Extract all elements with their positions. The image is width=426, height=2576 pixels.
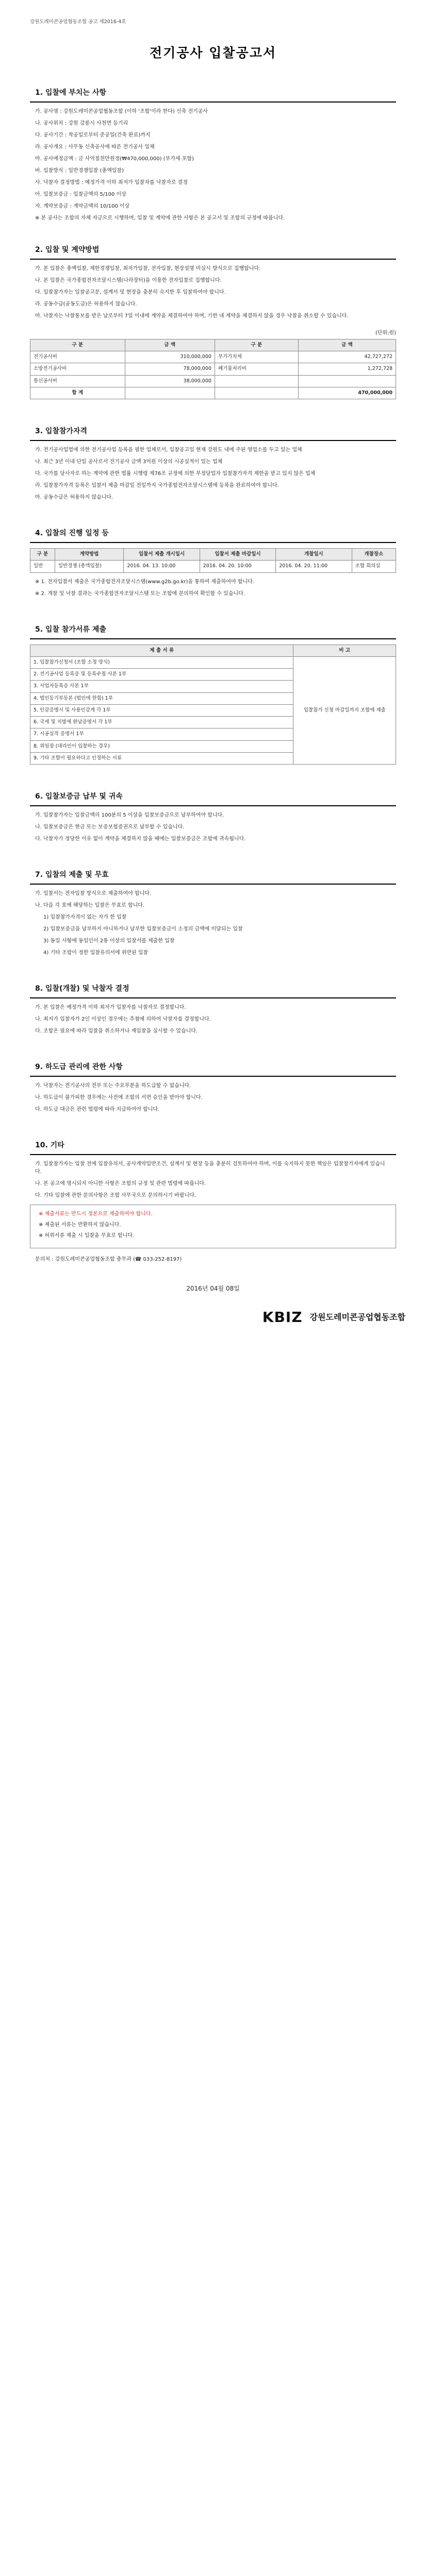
section-5-title: 5. 입찰 참가서류 제출: [30, 622, 396, 639]
table-cell: 1. 입찰참가신청서 (조합 소정 양식): [30, 656, 293, 668]
table-row: [30, 656, 396, 668]
table-header: 개찰일시: [276, 549, 352, 561]
s10-item: 나. 본 공고에 명시되지 아니한 사항은 조합의 규정 및 관련 법령에 따릅니다.: [35, 1181, 206, 1187]
table-cell: 일반: [30, 561, 55, 572]
footer-signature: [0, 1307, 426, 1328]
table-cell: 5. 인감증명서 및 사용인감계 각 1부: [30, 704, 293, 716]
table-header: 제 출 서 류: [30, 645, 293, 656]
section-8: [30, 981, 396, 1035]
contact-line: 문의처 : 강원도레미콘공업협동조합 총무과 (☎ 033-252-8197): [35, 1257, 182, 1262]
section-8-title: 8. 입찰(개찰) 및 낙찰자 결정: [30, 981, 396, 998]
table-header: 구 분: [30, 549, 55, 561]
s2-item: 다. 입찰참가자는 입찰공고문, 설계서 및 현장을 충분히 숙지한 후 입찰하여야 합니다.: [35, 289, 226, 295]
table-header: 입찰서 제출 마감일시: [200, 549, 275, 561]
table-row: [30, 561, 396, 572]
notice-line: ※ 제출된 서류는 반환하지 않습니다.: [39, 1222, 121, 1228]
s3-item: 라. 입찰참가자격 등록은 입찰서 제출 마감일 전일까지 국가종합전자조달시스템에 등록을 완료하여야 합니다.: [35, 483, 279, 488]
table-cell: 6. 국세 및 지방세 완납증명서 각 1부: [30, 717, 293, 728]
table-header: 금 액: [298, 339, 396, 351]
s1-item: 사. 낙찰자 결정방법 : 예정가격 이하 최저가 입찰자를 낙찰자로 결정: [35, 179, 188, 185]
header: [0, 0, 426, 26]
table-cell: 2016. 04. 20. 10:00: [200, 561, 275, 572]
table-unit: (단위:원): [375, 330, 396, 336]
section-2: [30, 243, 396, 399]
s1-item: 마. 공사예정금액 : 금 사억칠천만원정(₩470,000,000) (부가세 포함): [35, 156, 194, 162]
table-cell: 42,727,272: [298, 351, 396, 363]
section-7: [30, 868, 396, 957]
table-cell: 일반경쟁 (총액입찰): [55, 561, 124, 572]
section-1-title: 1. 입찰에 부치는 사항: [30, 86, 396, 103]
section-4-title: 4. 입찰의 진행 일정 등: [30, 526, 396, 543]
table-cell: 2. 전기공사업 등록증 및 등록수첩 사본 1부: [30, 669, 293, 681]
section-1: [30, 86, 396, 222]
table-cell: 78,000,000: [125, 363, 215, 375]
section-9-title: 9. 하도급 관리에 관한 사항: [30, 1060, 396, 1077]
s7-item: 가. 입찰서는 전자입찰 방식으로 제출하여야 합니다.: [35, 891, 152, 896]
table-cell: 310,000,000: [125, 351, 215, 363]
documents-table: [30, 645, 396, 765]
s9-item: 다. 하도급 대금은 관련 법령에 따라 지급하여야 합니다.: [35, 1107, 160, 1112]
s7-item: 2) 입찰보증금을 납부하지 아니하거나 납부한 입찰보증금이 소정의 금액에 미달되는 입찰: [43, 926, 243, 932]
table-cell: 폐기물처리비: [215, 363, 298, 375]
table-cell: 2016. 04. 20. 11:00: [276, 561, 352, 572]
kbiz-logo: KBIZ: [262, 1309, 303, 1326]
announcement-date: 2016년 04월 08일: [186, 1285, 240, 1292]
table-cell: 8. 위임장 (대리인이 입찰하는 경우): [30, 740, 293, 752]
s4-note: ※ 2. 개찰 및 낙찰 결과는 국가종합전자조달시스템 또는 조합에 문의하여 확인할 수 있습니다.: [35, 590, 245, 597]
table-cell: 합 계: [30, 387, 125, 399]
table-cell: 부가가치세: [215, 351, 298, 363]
section-2-title: 2. 입찰 및 계약방법: [30, 243, 396, 260]
s6-item: 나. 입찰보증금은 현금 또는 보증보험증권으로 납부할 수 있습니다.: [35, 824, 185, 830]
table-header: 구 분: [30, 339, 125, 351]
s3-item: 마. 공동수급은 허용하지 않습니다.: [35, 495, 113, 500]
s7-item: 1) 입찰참가자격이 없는 자가 한 입찰: [43, 914, 127, 920]
section-3-title: 3. 입찰참가자격: [30, 424, 396, 441]
table-header: 계약방법: [55, 549, 124, 561]
section-4: [30, 526, 396, 598]
s2-item: 가. 본 입찰은 총액입찰, 제한경쟁입찰, 최저가입찰, 전자입찰, 현장설명 미실시 방식으로 집행합니다.: [35, 265, 261, 272]
s7-item: 나. 다음 각 호에 해당하는 입찰은 무효로 합니다.: [35, 903, 145, 908]
table-cell: [125, 387, 215, 399]
s1-note: ※ 본 공사는 조합의 자체 자금으로 시행하며, 입찰 및 계약에 관한 사항은 본 공고서 및 조합의 규정에 따릅니다.: [35, 215, 285, 221]
section-10: [30, 1138, 396, 1263]
notice-line: ※ 허위서류 제출 시 입찰을 무효로 합니다.: [39, 1233, 135, 1239]
s1-item: 아. 입찰보증금 : 입찰금액의 5/100 이상: [35, 191, 126, 197]
table-cell: 9. 기타 조합이 필요하다고 인정하는 서류: [30, 752, 293, 764]
section-7-title: 7. 입찰의 제출 및 무효: [30, 868, 396, 885]
section-5: [30, 622, 396, 765]
table-row: [30, 375, 396, 387]
s1-item: 다. 공사기간 : 착공일로부터 준공일(건축 완료)까지: [35, 132, 151, 138]
s1-item: 가. 공사명 : 강원도레미콘공업협동조합 (이하 '조합'이라 한다) 신축 전기공사: [35, 108, 208, 114]
table-cell: 3. 사업자등록증 사본 1부: [30, 681, 293, 692]
s3-item: 다. 국가를 당사자로 하는 계약에 관한 법률 시행령 제76조 규정에 의한 부정당업자 입찰참가자격 제한을 받고 있지 않은 업체: [35, 471, 316, 477]
s1-item: 나. 공사위치 : 강원 강릉시 사천면 등기리: [35, 120, 128, 126]
table-row: [30, 363, 396, 375]
organization-name: 강원도레미콘공업협동조합: [309, 1312, 405, 1322]
s7-item: 4) 기타 조합이 정한 입찰유의서에 위반된 입찰: [43, 950, 149, 956]
table-cell: 38,000,000: [125, 375, 215, 387]
table-cell: 조합 회의실: [352, 561, 396, 572]
table-cell: 2016. 04. 13. 10:00: [124, 561, 200, 572]
s1-item: 자. 계약보증금 : 계약금액의 10/100 이상: [35, 203, 130, 209]
table-header: 금 액: [125, 339, 215, 351]
s3-item: 나. 최근 3년 이내 단일 공사로서 전기공사 금액 3억원 이상의 시공실적이 있는 업체: [35, 459, 223, 465]
table-header: 비 고: [293, 645, 396, 656]
s1-item: 라. 공사개요 : 사무동 신축공사에 따른 전기공사 일체: [35, 144, 155, 150]
s8-item: 가. 본 입찰은 예정가격 이하 최저가 입찰자를 낙찰자로 결정합니다.: [35, 1005, 186, 1010]
table-header: 구 분: [215, 339, 298, 351]
table-cell: 1,272,728: [298, 363, 396, 375]
table-cell: 전기공사비: [30, 351, 125, 363]
s10-item: 가. 입찰참가자는 입찰 전에 입찰유의서, 공사계약일반조건, 설계서 및 현장 등을 충분히 검토하여야 하며, 이를 숙지하지 못한 책임은 입찰참가자에게 있습니다.: [35, 1161, 385, 1175]
s6-item: 다. 낙찰자가 정당한 이유 없이 계약을 체결하지 않을 때에는 입찰보증금은 조합에 귀속됩니다.: [35, 836, 246, 842]
table-cell: 입찰참가 신청 마감일까지 조합에 제출: [293, 656, 396, 764]
s2-item: 나. 본 입찰은 국가종합전자조달시스템(나라장터)을 이용한 전자입찰로 집행합니다.: [35, 277, 222, 283]
s7-item: 3) 동일 사항에 동일인이 2통 이상의 입찰서를 제출한 입찰: [43, 938, 175, 944]
table-header: 입찰서 제출 개시일시: [124, 549, 200, 561]
section-9: [30, 1060, 396, 1113]
s9-item: 나. 하도급이 불가피한 경우에는 사전에 조합의 서면 승인을 받아야 합니다.: [35, 1095, 203, 1100]
table-cell: 통신공사비: [30, 375, 125, 387]
s1-item: 바. 입찰방식 : 일반경쟁입찰 (총액입찰): [35, 167, 124, 174]
doc-code: 강원도레미콘공업협동조합 공고 제2016-4호: [30, 19, 126, 25]
section-3: [30, 424, 396, 501]
cost-table: [30, 339, 396, 399]
notice-box: [30, 1205, 396, 1248]
table-cell: [215, 387, 298, 399]
table-row: [30, 351, 396, 363]
notice-line: ※ 제출서류는 반드시 정본으로 제출하여야 합니다.: [39, 1211, 153, 1217]
section-6-title: 6. 입찰보증금 납부 및 귀속: [30, 789, 396, 806]
s8-item: 나. 최저가 입찰자가 2인 이상인 경우에는 추첨에 의하여 낙찰자를 결정합니다.: [35, 1016, 211, 1022]
section-10-title: 10. 기타: [30, 1138, 396, 1155]
table-cell: 470,000,000: [298, 387, 396, 399]
table-cell: [215, 375, 298, 387]
s6-item: 가. 입찰참가자는 입찰금액의 100분의 5 이상을 입찰보증금으로 납부하여야 합니다.: [35, 812, 224, 818]
table-total-row: [30, 387, 396, 399]
table-cell: 7. 시공실적 증명서 1부: [30, 728, 293, 740]
s4-note: ※ 1. 전자입찰서 제출은 국가종합전자조달시스템(www.g2b.go.kr)을 통하여 제출하여야 합니다.: [35, 579, 255, 585]
s9-item: 가. 낙찰자는 전기공사의 전부 또는 주요부분을 하도급할 수 없습니다.: [35, 1083, 191, 1089]
s2-item: 라. 공동수급(공동도급)은 허용하지 않습니다.: [35, 301, 137, 307]
document-title: 전기공사 입찰공고서: [149, 45, 277, 61]
table-cell: 소방전기공사비: [30, 363, 125, 375]
s10-item: 다. 기타 입찰에 관한 문의사항은 조합 사무국으로 문의하시기 바랍니다.: [35, 1193, 196, 1198]
table-cell: [298, 375, 396, 387]
schedule-table: [30, 548, 396, 573]
s2-item: 마. 낙찰자는 낙찰통보를 받은 날로부터 7일 이내에 계약을 체결하여야 하며, 기한 내 계약을 체결하지 않을 경우 낙찰을 취소할 수 있습니다.: [35, 313, 349, 319]
section-6: [30, 789, 396, 843]
table-header: 개찰장소: [352, 549, 396, 561]
table-cell: 4. 법인등기부등본 (법인에 한함) 1부: [30, 692, 293, 704]
s3-item: 가. 전기공사업법에 의한 전기공사업 등록을 필한 업체로서, 입찰공고일 현재 강원도 내에 주된 영업소를 두고 있는 업체: [35, 447, 302, 453]
s8-item: 다. 조합은 필요에 따라 입찰을 취소하거나 재입찰을 실시할 수 있습니다.: [35, 1028, 198, 1034]
